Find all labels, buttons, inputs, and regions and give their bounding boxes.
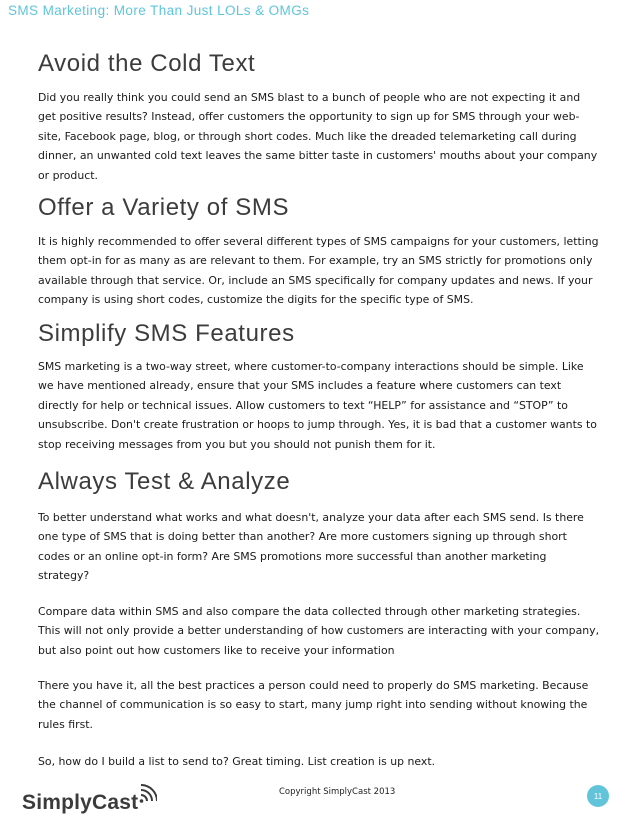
section-paragraph: SMS marketing is a two-way street, where customer-to-company interactions should be simple. Like we have mentioned already, ensure that your SMS includes a feature where customers can text directly for help or technical issues. Allow customers to text “HELP” for assistance and “STOP” to unsubscribe. Don't create frustration or hoops to jump through. Yes, it is bad that a customer wants to stop receiving messages from you but you should not punish them for it. bbox=[38, 360, 597, 451]
section-heading-variety: Offer a Variety of SMS bbox=[38, 194, 290, 221]
copyright-text: Copyright SimplyCast 2013 bbox=[279, 787, 396, 797]
section-paragraph: There you have it, all the best practices a person could need to properly do SMS marketing. Because the channel of communication is so easy to start, many jump right into sending without knowing the rules first. bbox=[38, 679, 589, 731]
section-heading-test-analyze: Always Test & Analyze bbox=[38, 468, 291, 495]
section-paragraph: So, how do I build a list to send to? Great timing. List creation is up next. bbox=[38, 755, 436, 768]
section-paragraph: It is highly recommended to offer several different types of SMS campaigns for your customers, letting them opt-in for as many as are relevant to them. For example, try an SMS strictly for promotions only available through that service. Or, include an SMS specifically for company updates and news. If your company is using short codes, customize the digits for the specific type of SMS. bbox=[38, 235, 599, 307]
section-heading-cold-text: Avoid the Cold Text bbox=[38, 50, 256, 77]
section-paragraph: Compare data within SMS and also compare the data collected through other marketing strategies. This will not only provide a better understanding of how customers are interacting with your company, but also point out how customers like to receive your information bbox=[38, 605, 600, 657]
section-paragraph: Did you really think you could send an SMS blast to a bunch of people who are not expecting it and get positive results? Instead, offer customers the opportunity to sign up for SMS through your web-site, Facebook page, blog, or through short codes. Much like the dreaded telemarketing call during dinner, an unwanted cold text leaves the same bitter taste in customers' mouths about your company or product. bbox=[38, 91, 598, 182]
logo-text: SimplyCast bbox=[22, 791, 139, 814]
simplycast-logo bbox=[22, 787, 157, 819]
section-heading-simplify: Simplify SMS Features bbox=[38, 320, 295, 347]
running-header: SMS Marketing: More Than Just LOLs & OMGs bbox=[8, 3, 310, 18]
section-paragraph: To better understand what works and what doesn't, analyze your data after each SMS send. Is there one type of SMS that is doing better than another? Are more customers signing up through short codes or an online opt-in form? Are SMS promotions more successful than another marketing strategy? bbox=[38, 511, 584, 583]
page-number-badge: 11 bbox=[587, 785, 609, 807]
wifi-waves-icon bbox=[139, 784, 157, 809]
